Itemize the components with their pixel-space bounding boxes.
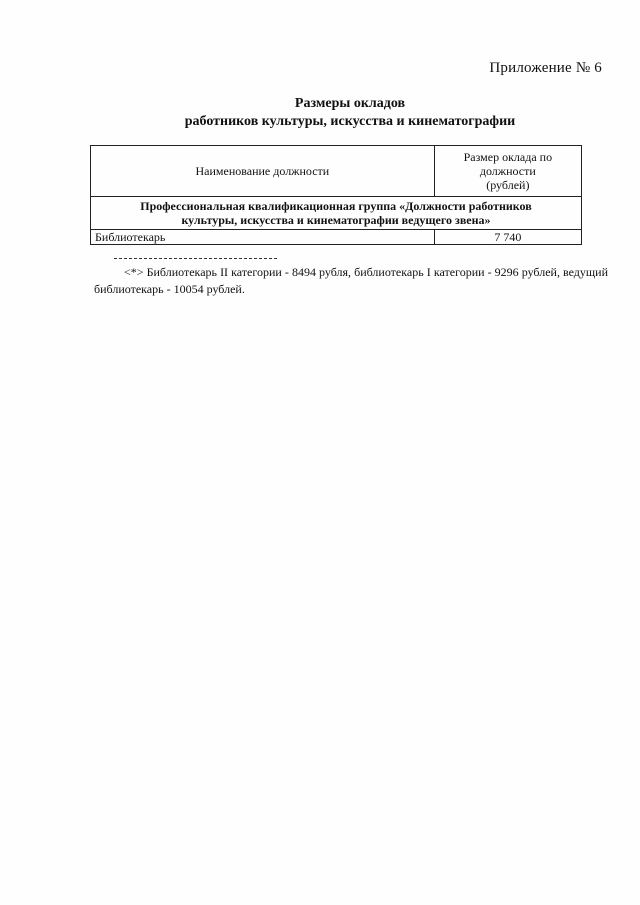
appendix-label: Приложение № 6 [489, 60, 602, 76]
qualification-group [91, 197, 582, 230]
group-line-1: Профессиональная квалификационная группа «Должности работников [140, 199, 532, 213]
header-position-name: Наименование должности [91, 146, 435, 197]
header-salary [434, 146, 581, 197]
position-name: Библиотекарь [91, 230, 435, 245]
group-line-2: культуры, искусства и кинематографии ведущего звена» [181, 213, 491, 227]
footnote-text: <*> Библиотекарь II категории - 8494 рубля, библиотекарь I категории - 9296 рублей, ведущий библиотекарь - 10054 рублей. [94, 265, 608, 296]
table-header-row [91, 146, 582, 197]
header-salary-line-3: (рублей) [486, 178, 530, 192]
title-line-2: работников культуры, искусства и кинематографии [184, 114, 516, 129]
footnote-separator [114, 258, 277, 259]
header-salary-line-2: должности [479, 164, 536, 178]
title-line-1: Размеры окладов [294, 96, 406, 111]
table-row [91, 230, 582, 245]
document-title [0, 95, 640, 131]
header-salary-line-1: Размер оклада по [463, 150, 553, 164]
group-row [91, 197, 582, 230]
salary-table [90, 145, 582, 245]
position-salary: 7 740 [434, 230, 581, 245]
